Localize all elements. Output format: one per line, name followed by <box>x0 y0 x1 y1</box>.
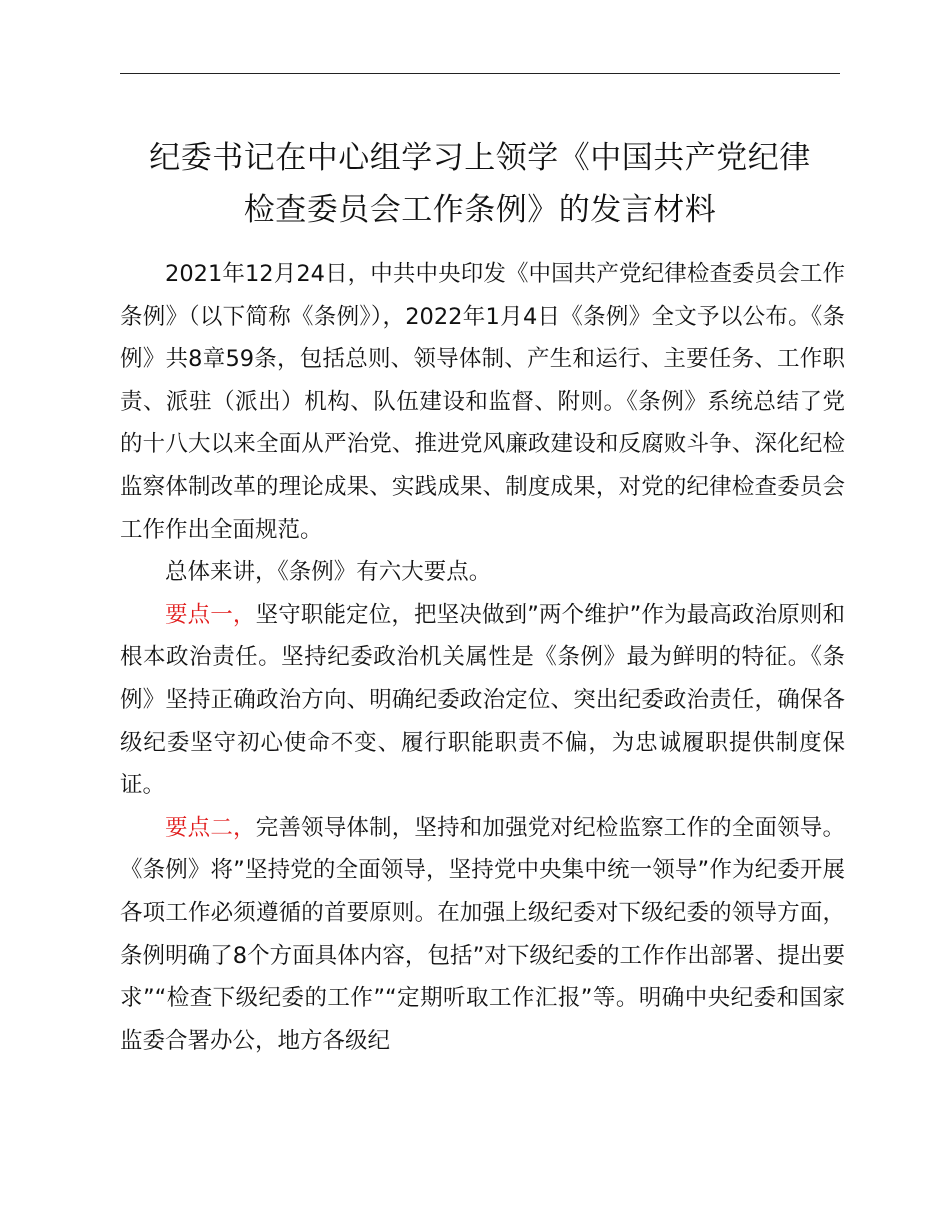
document-body <box>120 253 845 1062</box>
keypoint-label: 要点二， <box>165 814 256 841</box>
paragraph-text: 完善领导体制，坚持和加强党对纪检监察工作的全面领导。《条例》将”坚持党的全面领导，坚持党中央集中统一领导”作为纪委开展各项工作必须遵循的首要原则。在加强上级纪委对下级纪委的领导方面，条例明确了8个方面具体内容，包括”对下级纪委的工作作出部署、提出要求”“检查下级纪委的工作”“定期听取工作汇报”等。明确中央纪委和国家监委合署办公，地方各级纪 <box>120 814 845 1054</box>
paragraph-overview <box>120 551 845 594</box>
title-line-2: 检查委员会工作条例》的发言材料 <box>243 192 717 228</box>
paragraph-text: 2021年12月24日，中共中央印发《中国共产党纪律检查委员会工作条例》（以下简称《条例》），2022年1月4日《条例》全文予以公布。《条例》共8章59条，包括总则、领导体制、产生和运行、主要任务、工作职责、派驻（派出）机构、队伍建设和监督、附则。《条例》系统总结了党的十八大以来全面从严治党、推进党风廉政建设和反腐败斗争、深化纪检监察体制改革的理论成果、实践成果、制度成果，对党的纪律检查委员会工作作出全面规范。 <box>120 261 845 543</box>
title-line-1: 纪委书记在中心组学习上领学《中国共产党纪律 <box>149 140 811 176</box>
paragraph-keypoint-1 <box>120 594 845 807</box>
paragraph-text: 坚守职能定位，把坚决做到”两个维护”作为最高政治原则和根本政治责任。坚持纪委政治机关属性是《条例》最为鲜明的特征。《条例》坚持正确政治方向、明确纪委政治定位、突出纪委政治责任，确保各级纪委坚守初心使命不变、履行职能职责不偏，为忠诚履职提供制度保证。 <box>120 601 845 799</box>
paragraph-text: 总体来讲，《条例》有六大要点。 <box>165 559 492 586</box>
paragraph-intro <box>120 253 845 551</box>
document-title <box>100 132 860 236</box>
keypoint-label: 要点一， <box>165 601 256 628</box>
header-rule <box>120 73 840 74</box>
paragraph-keypoint-2 <box>120 807 845 1063</box>
